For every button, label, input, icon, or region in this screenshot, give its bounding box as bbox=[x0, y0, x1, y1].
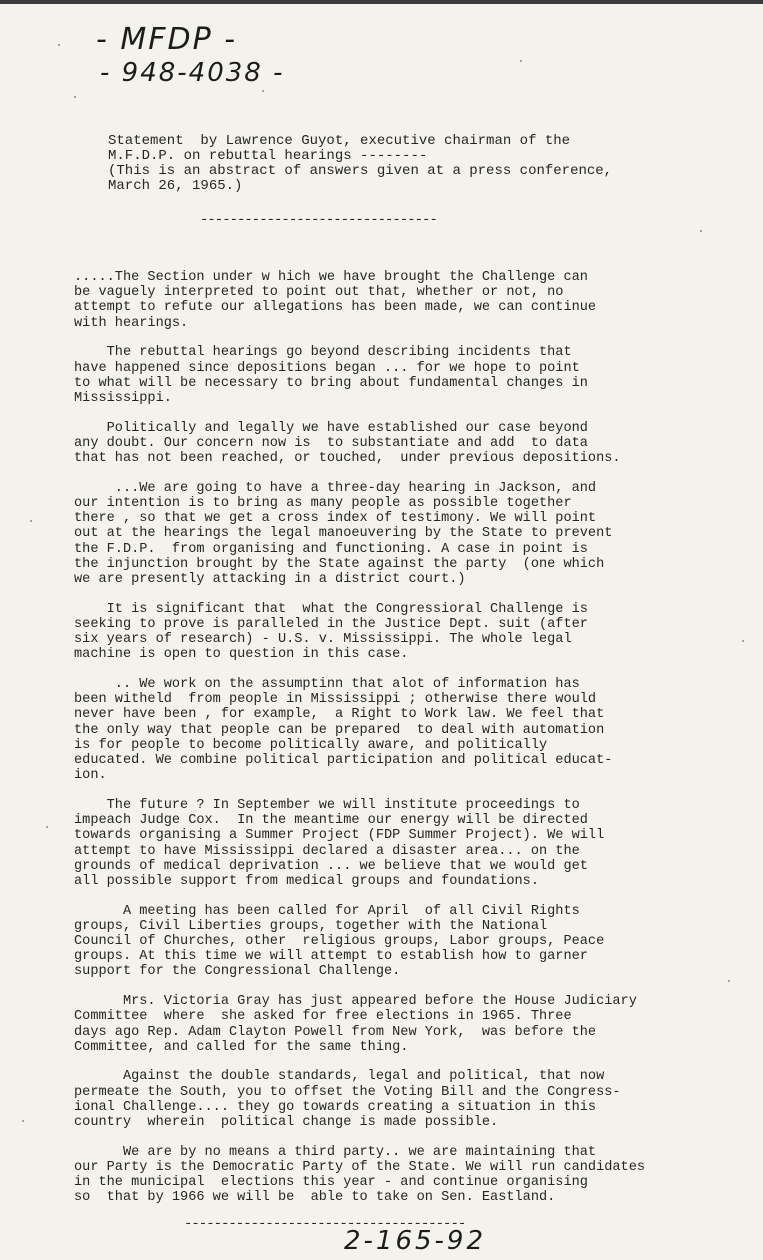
paragraph-8: A meeting has been called for April of all Civil Rights groups, Civil Liberties groups, together with the National Council of Churches, other religious groups, Labor groups, Peace groups. At this time we will attempt to establish how to garner support for the Congressional Challenge. bbox=[74, 903, 605, 980]
handwritten-document-number: 2-165-92 bbox=[344, 1226, 487, 1256]
scan-speck bbox=[30, 520, 32, 522]
handwritten-phone-number: - 948-4038 - bbox=[100, 58, 285, 88]
statement-heading bbox=[108, 134, 668, 194]
paragraph-4: ...We are going to have a three-day hearing in Jackson, and our intention is to bring as many people as possible together there , so that we get a cross index of testimony. We will point out at the hearings the legal manoeuvering by the State to prevent the F.D.P. from organising and functioning. A case in point is the injunction brought by the State against the party (one which we are presently attacking in a district court.) bbox=[74, 480, 613, 587]
heading-separator: -------------------------------- bbox=[200, 212, 437, 228]
heading-line-2: M.F.D.P. on rebuttal hearings -------- bbox=[108, 148, 428, 164]
paragraph-6: .. We work on the assumptinn that alot of information has been witheld from people in Mississippi ; otherwise there would never have been , for example, a Right to Work law. We feel that the only way that people can be prepared to deal with automation is for people to become politically aware, and politically educated. We combine political participation and political educat- ion. bbox=[74, 676, 613, 784]
paragraph-2: The rebuttal hearings go beyond describing incidents that have happened since depositions began ... for we hope to point to what will be necessary to bring about fundamental changes in Mississippi. bbox=[74, 345, 588, 406]
paragraph-5: It is significant that what the Congressioral Challenge is seeking to prove is paralleled in the Justice Dept. suit (after six years of research) - U.S. v. Mississippi. The whole legal machine is open to question in this case. bbox=[74, 601, 588, 663]
scan-speck bbox=[22, 1120, 24, 1122]
paragraph-10: Against the double standards, legal and political, that now permeate the South, you to offset the Voting Bill and the Congress- ional Challenge.... they go towards creating a situation in this country wherein political change is made possible. bbox=[74, 1069, 621, 1131]
paragraph-9: Mrs. Victoria Gray has just appeared before the House Judiciary Committee where she asked for free elections in 1965. Three days ago Rep. Adam Clayton Powell from New York, was before the Committee, and called for the same thing. bbox=[74, 994, 637, 1055]
paragraph-7: The future ? In September we will institute proceedings to impeach Judge Cox. In the meantime our energy will be directed towards organising a Summer Project (FDP Summer Project). We will attempt to have Mississippi declared a disaster area... on the grounds of medical deprivation ... we believe that we would get all possible support from medical groups and foundations. bbox=[74, 797, 605, 889]
scan-speck bbox=[74, 96, 76, 98]
scan-speck bbox=[58, 44, 60, 46]
footer-separator: -------------------------------------- bbox=[184, 1216, 466, 1232]
scan-speck bbox=[728, 980, 730, 982]
paragraph-3: Politically and legally we have established our case beyond any doubt. Our concern now is to substantiate and add to data that has not been reached, or touched, under previous depositions. bbox=[74, 420, 621, 467]
scan-speck bbox=[46, 826, 48, 828]
heading-line-3: (This is an abstract of answers given at a press conference, bbox=[108, 163, 613, 179]
scan-speck bbox=[742, 640, 744, 642]
handwritten-mfdp-note: - MFDP - bbox=[96, 22, 238, 57]
paragraph-11: We are by no means a third party.. we are maintaining that our Party is the Democratic Party of the State. We will run candidates in the municipal elections this year - and continue organising so that by 1966 we will be able to take on Sen. Eastland. bbox=[74, 1144, 646, 1206]
top-edge-rule bbox=[0, 0, 763, 4]
statement-body bbox=[74, 270, 714, 1220]
scan-speck bbox=[700, 230, 702, 232]
paragraph-1: .....The Section under w hich we have brought the Challenge can be vaguely interpreted to point out that, whether or not, no attempt to refute our allegations has been made, we can continue with hearings. bbox=[74, 270, 597, 331]
heading-line-1: Statement by Lawrence Guyot, executive chairman of the bbox=[108, 133, 571, 149]
heading-line-4: March 26, 1965.) bbox=[108, 178, 243, 194]
scan-speck bbox=[520, 60, 522, 62]
scan-speck bbox=[262, 90, 264, 92]
